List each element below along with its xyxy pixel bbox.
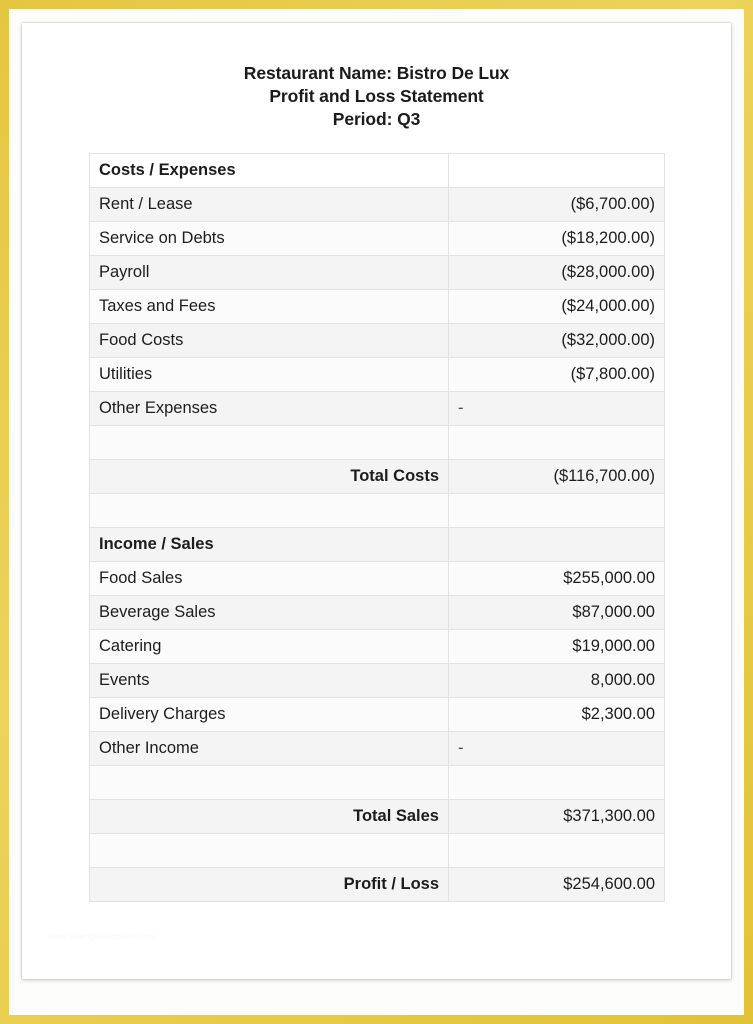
row-value: ($18,200.00)	[449, 222, 665, 256]
table-row	[90, 596, 665, 630]
income-section-header: Income / Sales	[90, 528, 449, 562]
table-row	[90, 188, 665, 222]
row-label: Catering	[90, 630, 449, 664]
total-costs-label: Total Costs	[90, 460, 449, 494]
table-row-spacer	[90, 834, 665, 868]
table-row-spacer	[90, 766, 665, 800]
row-label: Taxes and Fees	[90, 290, 449, 324]
table-row	[90, 392, 665, 426]
profit-loss-value: $254,600.00	[449, 868, 665, 902]
row-value: 8,000.00	[449, 664, 665, 698]
title-line-period: Period: Q3	[332, 109, 421, 129]
row-label: Delivery Charges	[90, 698, 449, 732]
row-value: -	[449, 732, 665, 766]
spacer-cell-label	[90, 426, 449, 460]
table-row-costs-header	[90, 154, 665, 188]
total-sales-label: Total Sales	[90, 800, 449, 834]
table-row-spacer	[90, 494, 665, 528]
row-value: ($24,000.00)	[449, 290, 665, 324]
row-label: Events	[90, 664, 449, 698]
spacer-cell-label	[90, 766, 449, 800]
row-value: -	[449, 392, 665, 426]
row-label: Beverage Sales	[90, 596, 449, 630]
table-row	[90, 698, 665, 732]
table-row	[90, 222, 665, 256]
title-line-restaurant-name: Restaurant Name: Bistro De Lux	[243, 63, 510, 83]
row-value: ($6,700.00)	[449, 188, 665, 222]
spacer-cell-value	[449, 766, 665, 800]
table-row-income-header	[90, 528, 665, 562]
income-section-header-value	[449, 528, 665, 562]
row-label: Payroll	[90, 256, 449, 290]
table-row-total-sales	[90, 800, 665, 834]
row-value: $2,300.00	[449, 698, 665, 732]
row-label: Rent / Lease	[90, 188, 449, 222]
spacer-cell-label	[90, 494, 449, 528]
document-title-block	[22, 23, 731, 131]
costs-section-header-value	[449, 154, 665, 188]
title-line-statement-type: Profit and Loss Statement	[269, 86, 484, 106]
table-row	[90, 324, 665, 358]
table-row	[90, 256, 665, 290]
row-value: ($28,000.00)	[449, 256, 665, 290]
row-label: Other Expenses	[90, 392, 449, 426]
row-label: Utilities	[90, 358, 449, 392]
table-row-spacer	[90, 426, 665, 460]
spacer-cell-value	[449, 834, 665, 868]
row-value: $87,000.00	[449, 596, 665, 630]
document-page	[22, 23, 731, 979]
spacer-cell-value	[449, 494, 665, 528]
table-row	[90, 290, 665, 324]
row-value: ($32,000.00)	[449, 324, 665, 358]
table-row	[90, 562, 665, 596]
row-label: Food Sales	[90, 562, 449, 596]
table-row-total-costs	[90, 460, 665, 494]
total-costs-value: ($116,700.00)	[449, 460, 665, 494]
row-label: Service on Debts	[90, 222, 449, 256]
spacer-cell-value	[449, 426, 665, 460]
profit-loss-table	[89, 153, 665, 902]
page-watermark: www.exampletemplate.com	[48, 932, 155, 941]
costs-section-header: Costs / Expenses	[90, 154, 449, 188]
table-row	[90, 630, 665, 664]
row-value: ($7,800.00)	[449, 358, 665, 392]
total-sales-value: $371,300.00	[449, 800, 665, 834]
spacer-cell-label	[90, 834, 449, 868]
row-value: $19,000.00	[449, 630, 665, 664]
statement-table-wrapper	[89, 131, 664, 902]
table-row	[90, 664, 665, 698]
table-row-profit-loss	[90, 868, 665, 902]
row-label: Other Income	[90, 732, 449, 766]
profit-loss-label: Profit / Loss	[90, 868, 449, 902]
row-value: $255,000.00	[449, 562, 665, 596]
table-row	[90, 732, 665, 766]
row-label: Food Costs	[90, 324, 449, 358]
table-row	[90, 358, 665, 392]
